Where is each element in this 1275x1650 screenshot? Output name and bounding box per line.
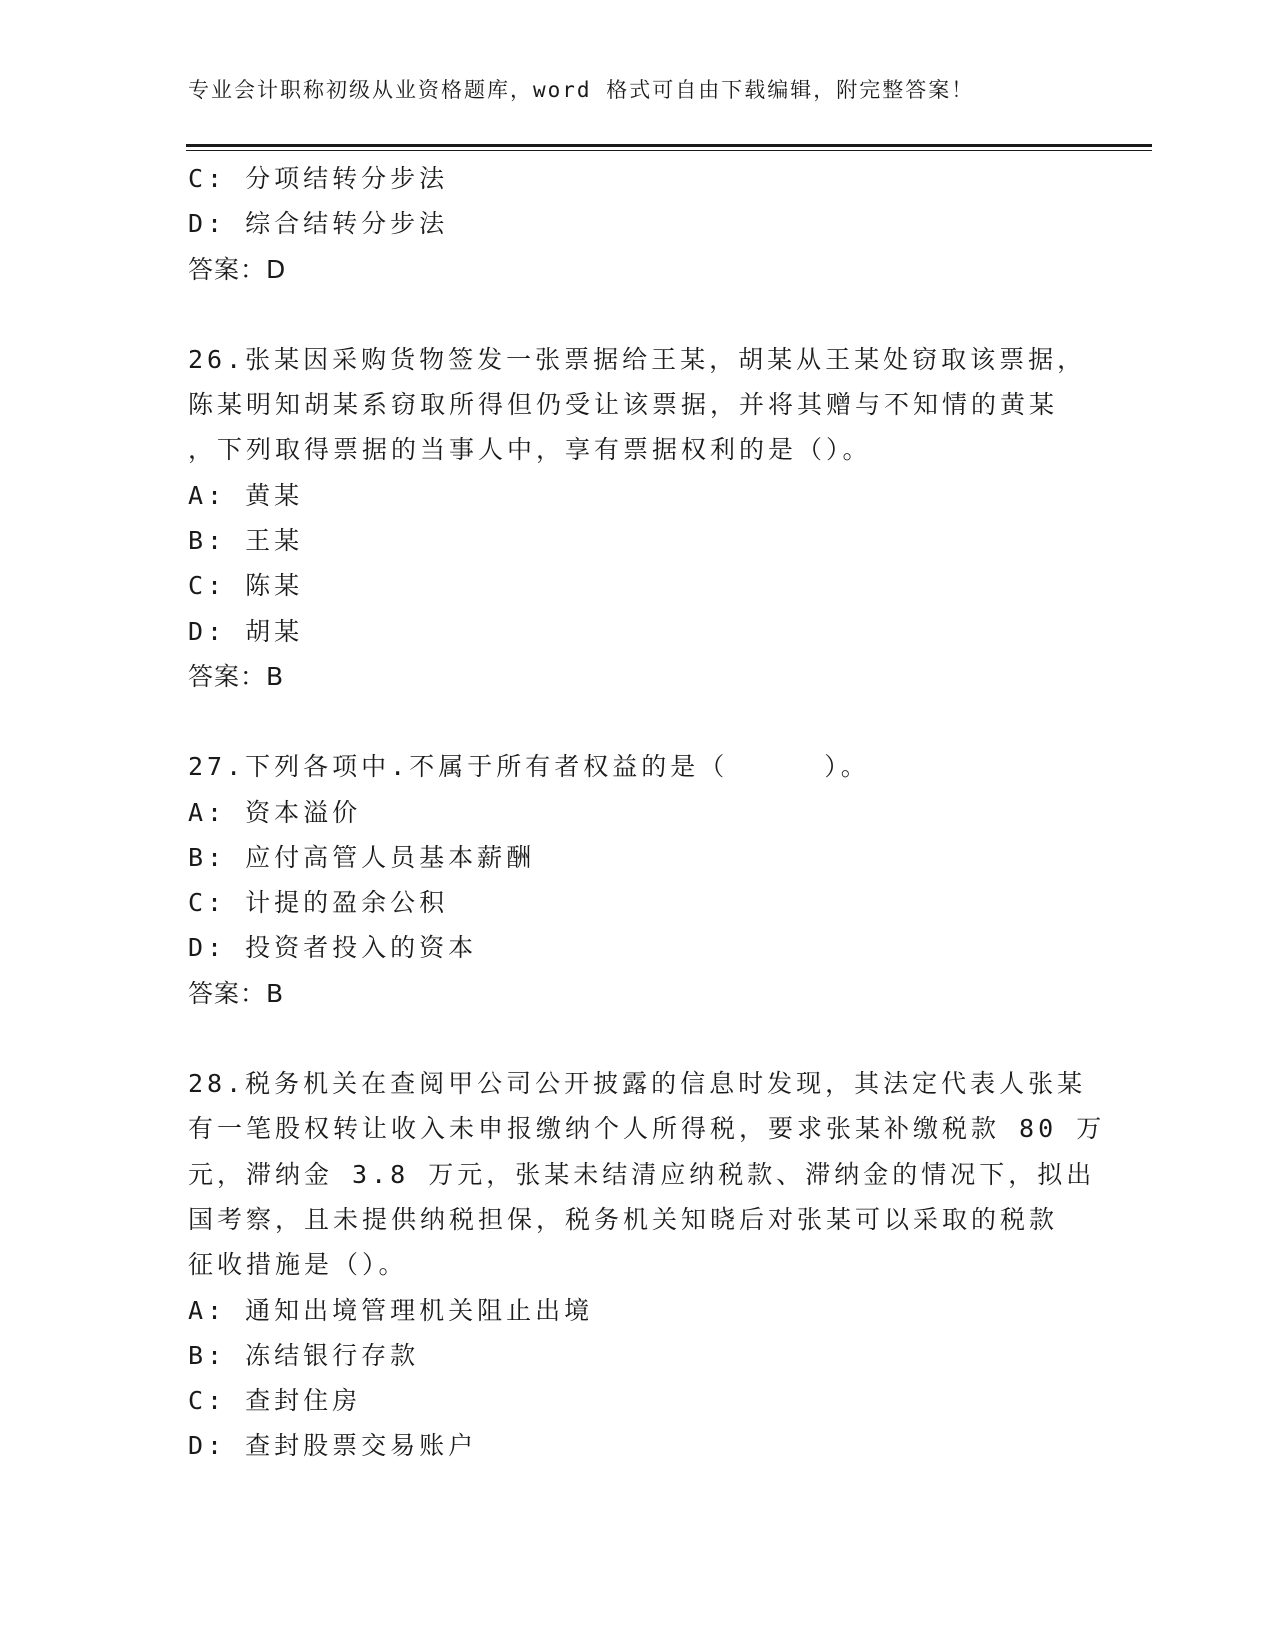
question-stem-line: 征收措施是（）。: [188, 1250, 408, 1280]
question-28: [188, 1061, 1106, 1469]
spacer: [188, 699, 1088, 744]
spacer: [188, 1016, 1088, 1061]
question-stem-line: ，下列取得票据的当事人中，享有票据权利的是（）。: [188, 435, 872, 465]
option-b: B: 冻结银行存款: [188, 1340, 420, 1370]
answer: 答案：B: [188, 661, 285, 691]
stem-before-blank: 27.下列各项中.不属于所有者权益的是（: [188, 752, 729, 782]
option-c: C: 计提的盈余公积: [188, 888, 449, 918]
spacer: [188, 292, 1088, 337]
header-rule-thick: [186, 144, 1152, 147]
option-c: C: 陈某: [188, 571, 304, 601]
option-d: D: 投资者投入的资本: [188, 933, 478, 963]
header-rule-thin: [186, 150, 1152, 151]
option-b: B: 应付高管人员基本薪酬: [188, 842, 536, 872]
option-d: D: 胡某: [188, 616, 304, 646]
answer: 答案：B: [188, 978, 285, 1008]
option-a: A: 资本溢价: [188, 797, 362, 827]
prev-question: [188, 156, 1088, 292]
page-header: 专业会计职称初级从业资格题库，word 格式可自由下载编辑，附完整答案！: [188, 78, 975, 102]
question-stem-line: [188, 744, 1088, 789]
question-content: [188, 156, 1106, 1469]
option-c: C: 分项结转分步法: [188, 164, 449, 193]
option-c: C: 查封住房: [188, 1386, 362, 1416]
option-d: D: 查封股票交易账户: [188, 1431, 478, 1461]
option-b: B: 王某: [188, 526, 304, 556]
answer: 答案：D: [188, 254, 287, 284]
question-stem-line: 有一笔股权转让收入未申报缴纳个人所得税，要求张某补缴税款 80 万: [188, 1114, 1106, 1144]
option-a: A: 通知出境管理机关阻止出境: [188, 1295, 594, 1325]
question-27: [188, 744, 1088, 1016]
option-a: A: 黄某: [188, 480, 304, 510]
option-d: D: 综合结转分步法: [188, 209, 449, 239]
question-stem-line: 元，滞纳金 3.8 万元，张某未结清应纳税款、滞纳金的情况下，拟出: [188, 1159, 1096, 1189]
question-stem-line: 26.张某因采购货物签发一张票据给王某，胡某从王某处窃取该票据，: [188, 344, 1087, 374]
question-stem-line: 28.税务机关在查阅甲公司公开披露的信息时发现，其法定代表人张某: [188, 1069, 1087, 1099]
question-stem-line: 陈某明知胡某系窃取所得但仍受让该票据，并将其赠与不知情的黄某: [188, 390, 1059, 420]
question-26: [188, 337, 1088, 699]
question-stem-line: 国考察，且未提供纳税担保，税务机关知晓后对张某可以采取的税款: [188, 1204, 1059, 1234]
stem-after-blank: ）。: [824, 752, 870, 782]
